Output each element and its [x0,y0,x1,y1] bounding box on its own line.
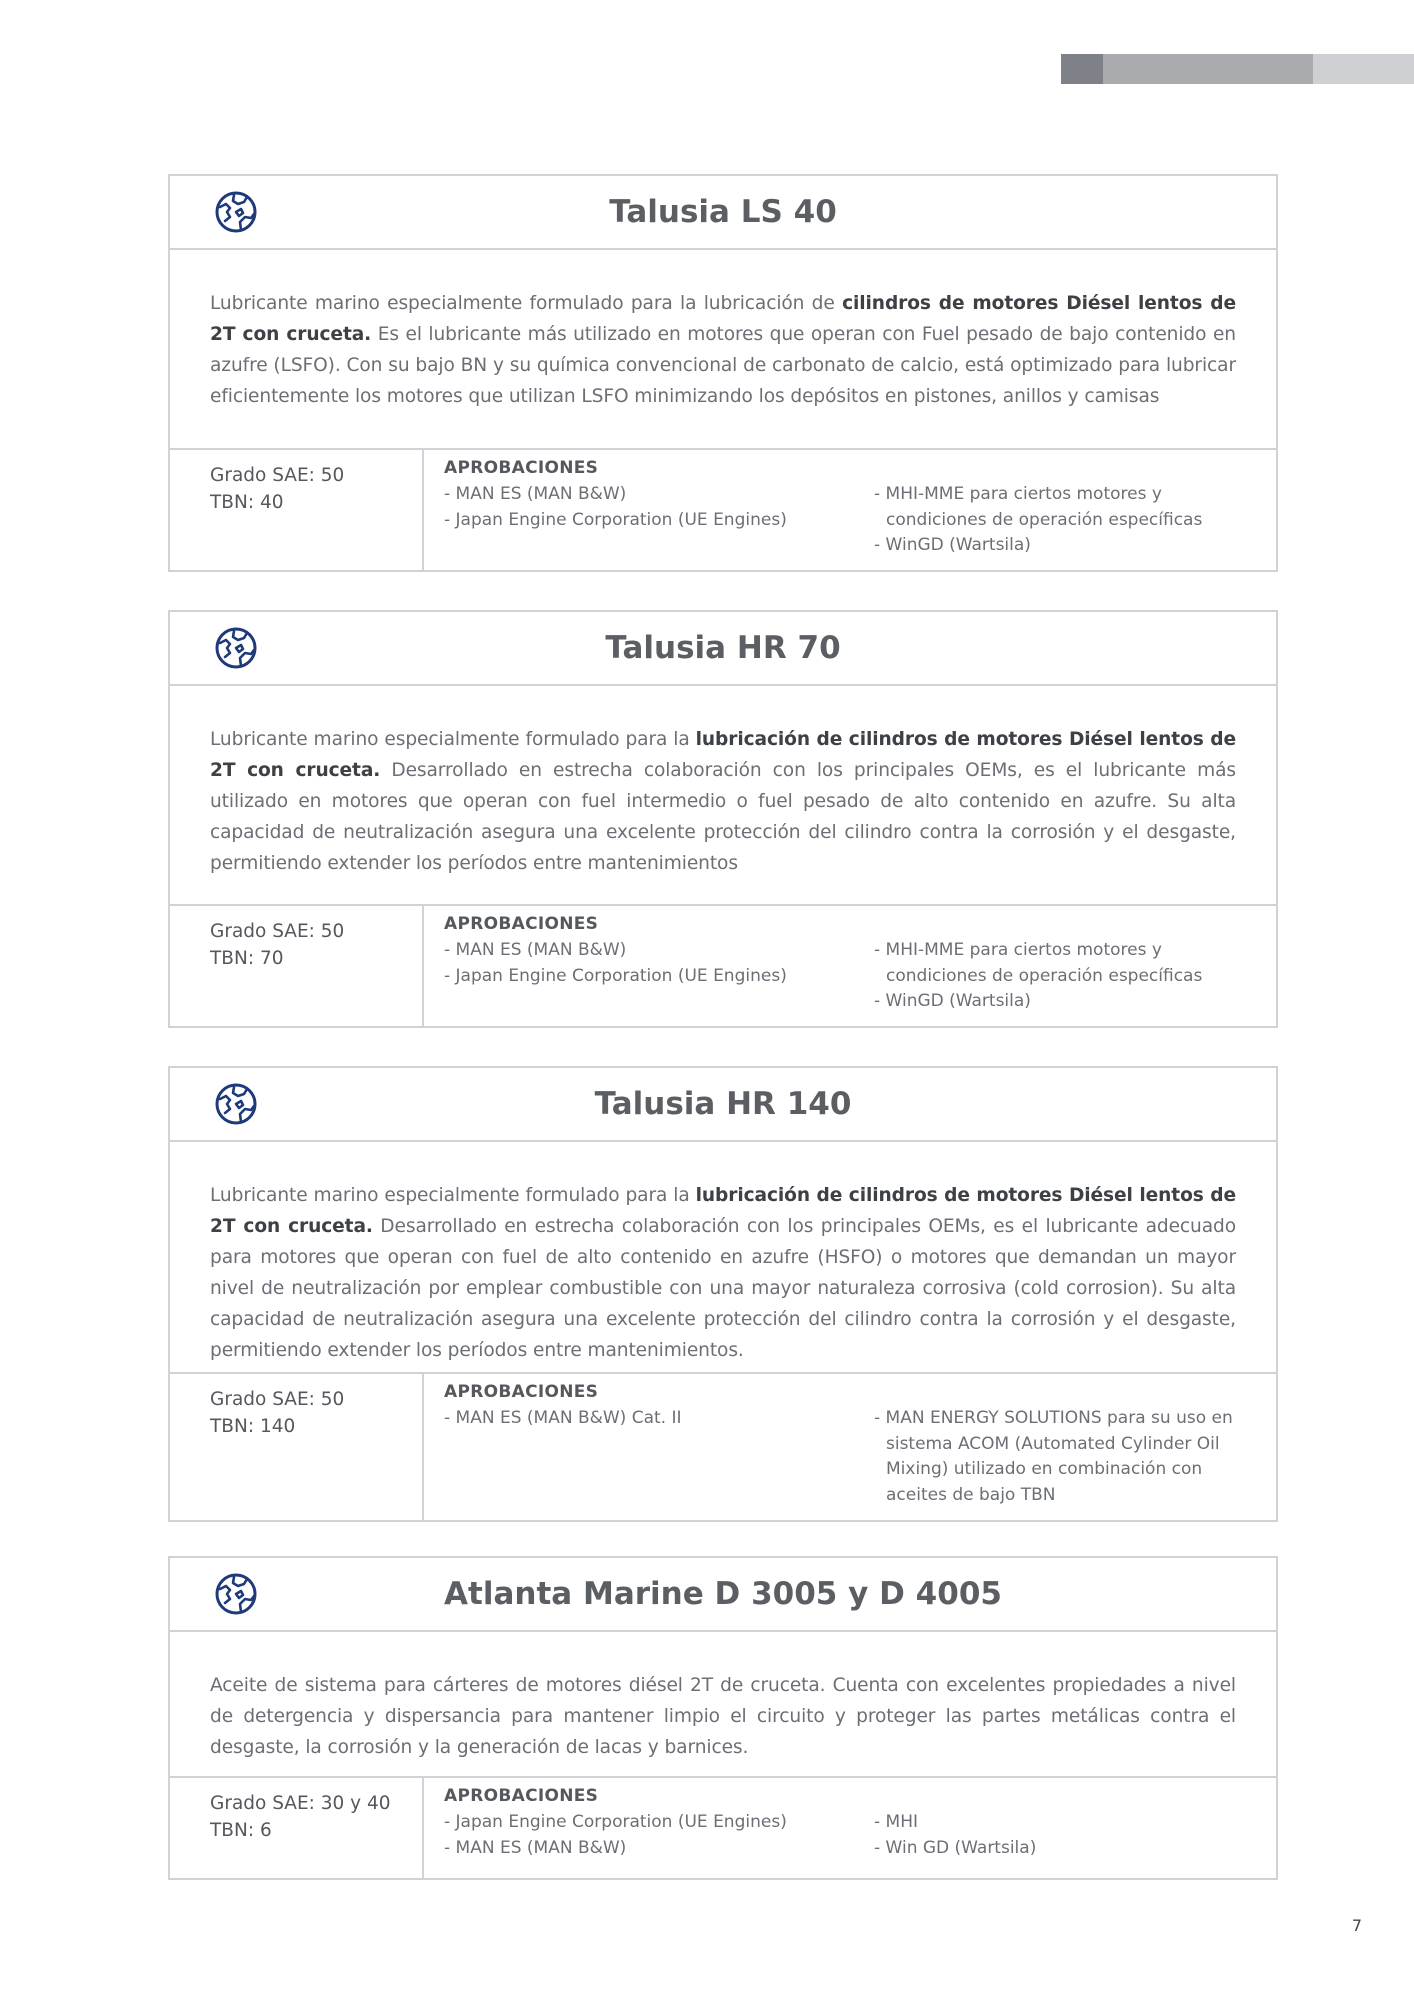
description-highlight: lubricación de cilindros de motores Diésel lentos de 2T con cruceta. [210,729,1236,781]
approvals-title: APROBACIONES [444,458,599,478]
approvals-title: APROBACIONES [444,914,599,934]
description-text: Lubricante marino especialmente formulado para la [210,729,696,750]
description-text: Lubricante marino especialmente formulado para la lubricación de [210,293,843,314]
approvals-title: APROBACIONES [444,1382,599,1402]
product-title: Talusia LS 40 [609,194,837,230]
header-bar-segment-mid [1103,54,1313,84]
product-card-talusia-hr-140 [168,1066,1278,1522]
spec-block [170,450,424,570]
card-footer [170,1778,1276,1878]
approvals-left-column [444,1810,874,1861]
approvals-left-column [444,938,874,1015]
product-description [170,686,1276,906]
product-title: Talusia HR 70 [605,630,841,666]
product-card-talusia-hr-70 [168,610,1278,1028]
sae-grade: Grado SAE: 50 [210,921,345,942]
product-description [170,250,1276,450]
sae-grade: Grado SAE: 50 [210,1389,345,1410]
product-description [170,1632,1276,1778]
spec-block [170,1778,424,1878]
description-text: Aceite de sistema para cárteres de motores diésel 2T de cruceta. Cuenta con excelentes propiedades a nivel de detergencia y dispersancia para mantener limpio el circuito y proteger las partes metálicas contra el desgaste, la corrosión y la generación de lacas y barnices. [210,1675,1236,1758]
tbn-value: TBN: 40 [210,492,284,513]
approval-item: - Win GD (Wartsila) [874,1837,1037,1858]
description-text: Desarrollado en estrecha colaboración con los principales OEMs, es el lubricante más utilizado en motores que operan con fuel intermedio o fuel pesado de alto contenido en azufre. Su alta capacidad de neutralización asegura una excelente protección del cilindro contra la corrosión y el desgaste, permitiendo extender los períodos entre mantenimientos [210,760,1236,874]
description-text: Lubricante marino especialmente formulado para la [210,1185,696,1206]
product-title: Atlanta Marine D 3005 y D 4005 [444,1576,1002,1612]
product-description [170,1142,1276,1374]
card-footer [170,450,1276,570]
spec-block [170,906,424,1026]
card-footer [170,906,1276,1026]
product-card-atlanta-marine [168,1556,1278,1880]
description-text: Es el lubricante más utilizado en motores que operan con Fuel pesado de bajo contenido en azufre (LSFO). Con su bajo BN y su química convencional de carbonato de calcio, está optimizado para lubricar eficientemente los motores que utilizan LSFO minimizando los depósitos en pistones, anillos y camisas [210,324,1236,407]
product-card-talusia-ls-40 [168,174,1278,572]
approvals-block [424,906,1276,1026]
card-header [170,1068,1276,1142]
card-footer [170,1374,1276,1520]
approvals-title: APROBACIONES [444,1786,599,1806]
card-header [170,1558,1276,1632]
approvals-block [424,1374,1276,1520]
page-number: 7 [1351,1916,1362,1935]
approval-item: - Japan Engine Corporation (UE Engines) [444,509,787,530]
approval-item: - MHI [874,1812,919,1832]
approvals-right-column [874,1810,1276,1861]
approval-item: - MAN ES (MAN B&W) Cat. II [444,1408,682,1428]
approval-item: - Japan Engine Corporation (UE Engines) [444,965,787,986]
approvals-right-column [874,1406,1276,1508]
approval-item: - WinGD (Wartsila) [874,535,1031,555]
card-header [170,176,1276,250]
tbn-value: TBN: 6 [210,1820,272,1841]
approvals-right-column [874,938,1276,1015]
description-text: Desarrollado en estrecha colaboración con los principales OEMs, es el lubricante adecuado para motores que operan con fuel de alto contenido en azufre (HSFO) o motores que demandan un mayor nivel de neutralización por emplear combustible con una mayor naturaleza corrosiva (cold corrosion). Su alta capacidad de neutralización asegura una excelente protección del cilindro contra la corrosión y el desgaste, permitiendo extender los períodos entre mantenimientos. [210,1216,1236,1361]
header-bar-segment-light [1313,54,1414,84]
description-highlight: lubricación de cilindros de motores Diésel lentos de 2T con cruceta. [210,1185,1236,1237]
approval-item: - MAN ES (MAN B&W) [444,1837,627,1858]
approvals-block [424,1778,1276,1878]
approval-item: - MAN ES (MAN B&W) [444,940,627,960]
approvals-block [424,450,1276,570]
product-title: Talusia HR 140 [594,1086,852,1122]
approval-item: - Japan Engine Corporation (UE Engines) [444,1812,787,1832]
description-highlight: cilindros de motores Diésel lentos de 2T con cruceta. [210,293,1236,345]
approvals-left-column [444,482,874,559]
approval-item: - MAN ENERGY SOLUTIONS para su uso en sistema ACOM (Automated Cylinder Oil Mixing) utilizado en combinación con aceites de bajo TBN [874,1408,1233,1505]
approval-item: - MAN ES (MAN B&W) [444,484,627,504]
approval-item: - WinGD (Wartsila) [874,991,1031,1011]
approvals-left-column [444,1406,874,1508]
header-decoration-bar [1061,54,1414,84]
approval-item: - MHI-MME para ciertos motores y condiciones de operación específicas [874,940,1203,986]
card-header [170,612,1276,686]
spec-block [170,1374,424,1520]
tbn-value: TBN: 70 [210,948,284,969]
approvals-right-column [874,482,1276,559]
sae-grade: Grado SAE: 50 [210,465,345,486]
tbn-value: TBN: 140 [210,1416,296,1437]
sae-grade: Grado SAE: 30 y 40 [210,1793,391,1814]
approval-item: - MHI-MME para ciertos motores y condiciones de operación específicas [874,484,1203,530]
header-bar-segment-dark [1061,54,1103,84]
